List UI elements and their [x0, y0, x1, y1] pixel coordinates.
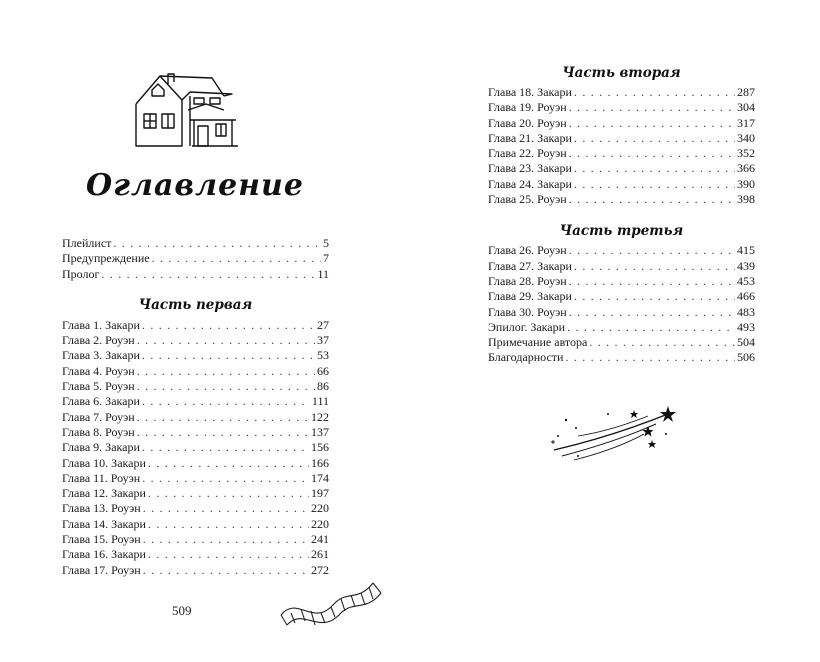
- toc-leader-dots: [148, 456, 309, 471]
- toc-leader-dots: [137, 410, 309, 425]
- toc-leader-dots: [574, 131, 735, 146]
- toc-leader-dots: [137, 379, 315, 394]
- toc-leader-dots: [113, 236, 321, 251]
- toc-leader-dots: [137, 364, 315, 379]
- toc-entry: [62, 440, 329, 455]
- toc-entry-label: Глава 3. Закари: [62, 348, 140, 363]
- toc-entry-label: Глава 25. Роуэн: [488, 192, 567, 207]
- toc-entry-label: Плейлист: [62, 236, 112, 250]
- toc-entry: [62, 236, 329, 251]
- toc-entry-label: Глава 4. Роуэн: [62, 363, 135, 378]
- toc-entry-page: 7: [323, 251, 329, 266]
- toc-leader-dots: [148, 517, 309, 532]
- toc-leader-dots: [574, 289, 735, 304]
- toc-entry-label: Эпилог. Закари: [488, 319, 566, 334]
- toc-leader-dots: [574, 85, 735, 100]
- toc-entry: [488, 320, 755, 335]
- toc-entry-label: Благодарности: [488, 350, 564, 365]
- toc-entry-label: Глава 20. Роуэн: [488, 115, 567, 130]
- toc-entry: [488, 243, 755, 258]
- toc-leader-dots: [569, 100, 735, 115]
- toc-entry-page: 352: [737, 146, 755, 161]
- toc-leader-dots: [137, 425, 309, 440]
- toc-leader-dots: [569, 192, 735, 207]
- toc-entry-label: Глава 23. Закари: [488, 161, 572, 176]
- toc-entry: [62, 501, 329, 516]
- toc-entry-page: 453: [737, 273, 755, 288]
- toc-entry-label: Глава 1. Закари: [62, 317, 140, 332]
- toc-leader-dots: [569, 305, 735, 320]
- toc-entry-label: Глава 11. Роуэн: [62, 470, 141, 485]
- toc-entry-page: 122: [311, 409, 329, 424]
- toc-leader-dots: [569, 146, 735, 161]
- toc-entry: [62, 394, 329, 409]
- toc-leader-dots: [152, 251, 321, 266]
- toc-entry-page: 37: [317, 333, 329, 348]
- toc-right: [488, 62, 755, 366]
- toc-entry-page: 220: [311, 516, 329, 531]
- toc-entry-label: Глава 9. Закари: [62, 440, 140, 455]
- toc-entry: [488, 116, 755, 131]
- toc-leader-dots: [569, 243, 735, 258]
- toc-entry-page: 483: [737, 304, 755, 319]
- toc-entry-page: 27: [317, 317, 329, 332]
- toc-entry: [488, 305, 755, 320]
- toc-entry: [488, 131, 755, 146]
- toc-entry-label: Глава 12. Закари: [62, 486, 146, 501]
- toc-entry-label: Глава 16. Закари: [62, 547, 146, 562]
- part-heading: Часть третья: [559, 223, 684, 240]
- toc-entry: [62, 456, 329, 471]
- toc-leader-dots: [142, 440, 309, 455]
- toc-entry: [488, 177, 755, 192]
- toc-entry-label: Глава 5. Роуэн: [62, 379, 135, 394]
- toc-entry: [62, 486, 329, 501]
- toc-entry-label: Глава 26. Роуэн: [488, 243, 567, 258]
- toc-entry-label: Глава 19. Роуэн: [488, 100, 567, 115]
- toc-entry-page: 66: [317, 363, 329, 378]
- toc-entry: [488, 289, 755, 304]
- toc-entry: [488, 274, 755, 289]
- toc-leader-dots: [567, 320, 735, 335]
- toc-leader-dots: [565, 350, 735, 365]
- toc-entry-page: 111: [311, 394, 329, 409]
- film-strip-icon: [277, 575, 387, 635]
- toc-entry-page: 340: [737, 130, 755, 145]
- toc-leader-dots: [148, 486, 309, 501]
- toc-leader-dots: [569, 116, 735, 131]
- toc-entry-page: 156: [311, 440, 329, 455]
- toc-entry-page: 174: [311, 470, 329, 485]
- part1-list: [62, 318, 329, 578]
- toc-entry: [488, 192, 755, 207]
- toc-leader-dots: [142, 348, 315, 363]
- toc-entry: [62, 267, 329, 282]
- toc-entry-page: 466: [737, 289, 755, 304]
- toc-entry-label: Предупреждение: [62, 251, 150, 266]
- toc-leader-dots: [137, 333, 315, 348]
- toc-entry-label: Глава 8. Роуэн: [62, 424, 135, 439]
- toc-entry-page: 504: [737, 335, 755, 350]
- toc-entry-label: Глава 2. Роуэн: [62, 333, 135, 348]
- toc-entry-label: Глава 21. Закари: [488, 130, 572, 145]
- toc-leader-dots: [589, 335, 735, 350]
- toc-entry-page: 220: [311, 501, 329, 516]
- toc-entry: [488, 85, 755, 100]
- page-number: 509: [172, 603, 192, 618]
- toc-entry: [62, 333, 329, 348]
- toc-entry-label: Глава 29. Закари: [488, 289, 572, 304]
- toc-entry-page: 197: [311, 486, 329, 501]
- toc-entry-page: 398: [737, 192, 755, 207]
- toc-leader-dots: [143, 532, 309, 547]
- page-title: Оглавление: [86, 168, 304, 203]
- toc-entry-page: 287: [737, 85, 755, 99]
- toc-entry-page: 415: [737, 243, 755, 258]
- toc-leader-dots: [569, 274, 735, 289]
- toc-entry-page: 241: [311, 532, 329, 547]
- toc-entry: [62, 318, 329, 333]
- toc-entry: [62, 379, 329, 394]
- toc-entry: [488, 335, 755, 350]
- toc-entry-label: Глава 6. Закари: [62, 394, 140, 409]
- part2-list: [488, 85, 755, 207]
- house-sketch-icon: [132, 70, 242, 152]
- toc-leader-dots: [574, 161, 735, 176]
- toc-entry-page: 272: [311, 562, 329, 577]
- toc-entry-label: Глава 14. Закари: [62, 516, 146, 531]
- toc-entry-page: 261: [311, 547, 329, 562]
- toc-entry-label: Глава 15. Роуэн: [62, 532, 141, 547]
- toc-entry-label: Глава 17. Роуэн: [62, 562, 141, 577]
- toc-entry-label: Глава 13. Роуэн: [62, 501, 141, 516]
- toc-leader-dots: [148, 547, 309, 562]
- toc-entry: [488, 146, 755, 161]
- toc-entry-label: Глава 28. Роуэн: [488, 273, 567, 288]
- toc-leader-dots: [143, 501, 309, 516]
- toc-leader-dots: [574, 259, 735, 274]
- toc-entry-label: Глава 30. Роуэн: [488, 304, 567, 319]
- part-heading: Часть первая: [138, 296, 253, 313]
- toc-entry-page: 11: [317, 266, 329, 281]
- toc-entry-label: Пролог: [62, 266, 100, 281]
- toc-leader-dots: [142, 318, 315, 333]
- toc-entry: [62, 348, 329, 363]
- toc-entry-page: 506: [737, 350, 755, 365]
- toc-entry-page: 304: [737, 100, 755, 115]
- toc-leader-dots: [142, 471, 309, 486]
- toc-leader-dots: [142, 394, 310, 409]
- toc-leader-dots: [101, 267, 315, 282]
- toc-entry: [488, 259, 755, 274]
- toc-entry-label: Глава 24. Закари: [488, 176, 572, 191]
- toc-entry-page: 439: [737, 258, 755, 273]
- toc-entry-page: 166: [311, 455, 329, 470]
- toc-left: [62, 236, 329, 578]
- toc-leader-dots: [574, 177, 735, 192]
- toc-entry: [62, 425, 329, 440]
- toc-entry: [62, 471, 329, 486]
- toc-entry-page: 317: [737, 115, 755, 130]
- shooting-stars-icon: [548, 400, 680, 462]
- toc-entry-page: 390: [737, 176, 755, 191]
- toc-entry-label: Глава 22. Роуэн: [488, 146, 567, 161]
- toc-entry-label: Примечание автора: [488, 335, 588, 350]
- toc-entry: [62, 251, 329, 266]
- toc-entry-label: Глава 27. Закари: [488, 258, 572, 273]
- toc-entry-page: 53: [317, 348, 329, 363]
- toc-entry: [488, 100, 755, 115]
- toc-entry: [62, 532, 329, 547]
- toc-entry-label: Глава 10. Закари: [62, 455, 146, 470]
- part3-list: [488, 243, 755, 365]
- toc-entry-page: 5: [323, 236, 329, 250]
- toc-entry: [62, 517, 329, 532]
- part-heading: Часть вторая: [562, 65, 681, 81]
- toc-entry: [62, 410, 329, 425]
- toc-entry: [62, 547, 329, 562]
- toc-entry-label: Глава 7. Роуэн: [62, 409, 135, 424]
- toc-entry-page: 137: [311, 424, 329, 439]
- toc-entry-page: 366: [737, 161, 755, 176]
- toc-entry: [488, 161, 755, 176]
- toc-entry: [62, 364, 329, 379]
- toc-entry-page: 493: [737, 319, 755, 334]
- toc-entry: [488, 350, 755, 365]
- toc-entry-page: 86: [317, 379, 329, 394]
- toc-entry-label: Глава 18. Закари: [488, 85, 572, 99]
